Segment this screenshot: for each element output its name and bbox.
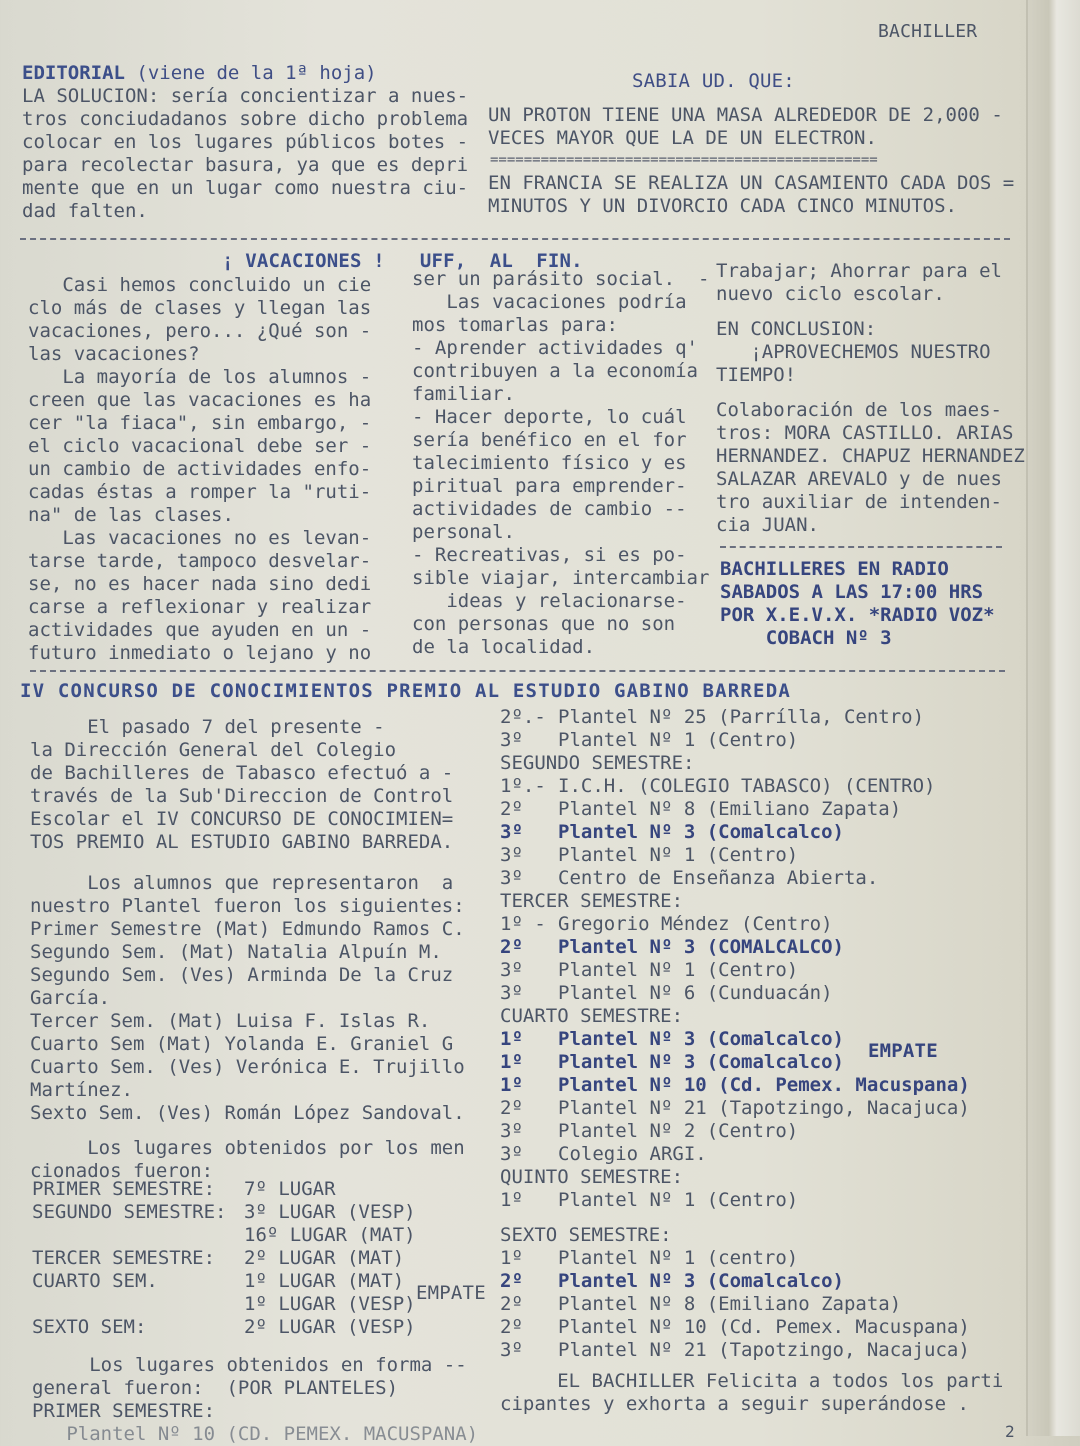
radio-announcement — [720, 558, 995, 650]
radio-line: POR X.E.V.X. *RADIO VOZ* — [720, 604, 995, 626]
intro-line: de Bachilleres de Tabasco efectuó a - — [30, 762, 454, 784]
ranking-row: 3º Plantel Nº 2 (Centro) — [500, 1120, 799, 1142]
concurso-left-column — [30, 716, 465, 1183]
place-row: SEGUNDO SEMESTRE: 3º LUGAR (VESP) — [32, 1201, 416, 1223]
student-entry: Cuarto Sem. (Ves) Verónica E. Trujillo — [30, 1056, 465, 1078]
credits-line: Colaboración de los maes- — [716, 399, 1002, 421]
conclusion-label: EN CONCLUSION: — [716, 318, 877, 340]
article-line: Las vacaciones no es levan- — [28, 527, 372, 549]
radio-line: COBACH Nº 3 — [720, 627, 892, 649]
general-intro — [32, 1354, 478, 1446]
student-entry: Cuarto Sem (Mat) Yolanda E. Graniel G — [30, 1033, 454, 1055]
article-line: mos tomarlas para: — [412, 314, 618, 336]
equals-separator: ============================================== — [490, 152, 878, 168]
article-line: - Aprender actividades q' — [412, 337, 698, 359]
dashed-divider — [720, 546, 1002, 548]
editorial-title: EDITORIAL — [22, 62, 125, 84]
article-line: futuro inmediato o lejano y no — [28, 642, 372, 664]
ranking-row: 2º Plantel Nº 3 (Comalcalco) — [500, 1270, 844, 1292]
article-line: se, no es hacer nada sino dedi — [28, 573, 372, 595]
vacaciones-col3 — [716, 260, 1025, 537]
article-line: actividades que ayuden en un - — [28, 619, 372, 641]
article-line: cadas éstas a romper la "ruti- — [28, 481, 372, 503]
conclusion-line: ¡APROVECHEMOS NUESTRO — [716, 341, 991, 363]
empate-label: EMPATE — [416, 1282, 486, 1304]
ranking-heading: TERCER SEMESTRE: — [500, 890, 684, 912]
credits-line: tro auxiliar de intenden- — [716, 491, 1002, 513]
students-intro-line: nuestro Plantel fueron los siguientes: — [30, 895, 465, 917]
ranking-row: 1º - Gregorio Méndez (Centro) — [500, 913, 833, 935]
ranking-row: 3º Plantel Nº 1 (Centro) — [500, 959, 799, 981]
student-entry: García. — [30, 987, 111, 1009]
places-table — [32, 1178, 416, 1339]
ranking-heading: SEGUNDO SEMESTRE: — [500, 752, 695, 774]
radio-line: BACHILLERES EN RADIO — [720, 558, 949, 580]
ranking-heading: CUARTO SEMESTRE: — [500, 1005, 684, 1027]
article-line: de la localidad. — [412, 636, 596, 658]
fact-line: EN FRANCIA SE REALIZA UN CASAMIENTO CADA DOS = — [488, 172, 1015, 194]
editorial-line: para recolectar basura, ya que es depri — [22, 154, 469, 176]
article-line: con personas que no son — [412, 613, 676, 635]
article-line: carse a reflexionar y realizar — [28, 596, 372, 618]
ranking-row: 2º Plantel Nº 8 (Emiliano Zapata) — [500, 798, 902, 820]
students-intro-line: Los alumnos que representaron a — [30, 872, 454, 894]
general-cut-line: Plantel Nº 10 (CD. PEMEX. MACUSPANA) — [32, 1423, 479, 1445]
sabia-section — [488, 104, 1003, 150]
article-line: clo más de clases y llegan las — [28, 297, 372, 319]
article-line: na" de las clases. — [28, 504, 234, 526]
ranking-row: 1º Plantel Nº 10 (Cd. Pemex. Macuspana) — [500, 1074, 970, 1096]
article-line: - Recreativas, si es po- — [412, 544, 687, 566]
article-line: creen que las vacaciones es ha — [28, 389, 372, 411]
place-row: SEXTO SEM: 2º LUGAR (VESP) — [32, 1316, 416, 1338]
credits-line: SALAZAR AREVALO y de nues — [716, 468, 1002, 490]
editorial-line: tros conciudadanos sobre dicho problema — [22, 108, 469, 130]
article-line: sería benéfico en el for — [412, 429, 687, 451]
place-row: TERCER SEMESTRE: 2º LUGAR (MAT) — [32, 1247, 405, 1269]
page-edge — [1026, 0, 1080, 1436]
vacaciones-title: ¡ VACACIONES ! UFF, AL FIN. — [222, 250, 583, 272]
concurso-title: IV CONCURSO DE CONOCIMIENTOS PREMIO AL ESTUDIO GABINO BARREDA — [20, 680, 791, 702]
article-line: Las vacaciones podría — [412, 291, 687, 313]
ranking-heading: QUINTO SEMESTRE: — [500, 1166, 684, 1188]
article-line: talecimiento físico y es — [412, 452, 687, 474]
fact-line: VECES MAYOR QUE LA DE UN ELECTRON. — [488, 127, 877, 149]
intro-line: El pasado 7 del presente - — [30, 716, 385, 738]
place-row: 16º LUGAR (MAT) — [244, 1224, 416, 1246]
ranking-row: 2º Plantel Nº 21 (Tapotzingo, Nacajuca) — [500, 1097, 970, 1119]
closing-line: cipantes y exhorta a seguir superándose . — [500, 1393, 969, 1415]
article-line: ideas y relacionarse- — [412, 590, 687, 612]
ranking-row: 1º Plantel Nº 1 (centro) — [500, 1247, 799, 1269]
article-line: actividades de cambio -- — [412, 498, 687, 520]
intro-line: Escolar el IV CONCURSO DE CONOCIMIEN= — [30, 808, 454, 830]
ranking-row: 3º Plantel Nº 1 (Centro) — [500, 729, 799, 751]
rankings-empate-label: EMPATE — [868, 1040, 938, 1062]
article-line: La mayoría de los alumnos - — [28, 366, 372, 388]
article-line: Casi hemos concluido un cie — [28, 274, 372, 296]
ranking-row: 3º Plantel Nº 6 (Cunduacán) — [500, 982, 833, 1004]
article-line: contribuyen a la economía — [412, 360, 698, 382]
places-intro-line: Los lugares obtenidos por los men — [30, 1137, 465, 1159]
article-line: el ciclo vacacional debe ser - — [28, 435, 372, 457]
credits-line: cia JUAN. — [716, 514, 819, 536]
article-line: - Hacer deporte, lo cuál — [412, 406, 687, 428]
student-entry: Segundo Sem. (Mat) Natalia Alpuín M. — [30, 941, 442, 963]
ranking-row: 1º Plantel Nº 1 (Centro) — [500, 1189, 799, 1211]
student-entry: Segundo Sem. (Ves) Arminda De la Cruz — [30, 964, 454, 986]
sabia-fact2 — [488, 172, 1014, 218]
editorial-section — [22, 62, 468, 223]
ranking-heading: SEXTO SEMESTRE: — [500, 1224, 672, 1246]
place-row: PRIMER SEMESTRE: 7º LUGAR — [32, 1178, 336, 1200]
ranking-row: 3º Plantel Nº 21 (Tapotzingo, Nacajuca) — [500, 1339, 970, 1361]
fact-line: UN PROTON TIENE UNA MASA ALREDEDOR DE 2,000 - — [488, 104, 1003, 126]
editorial-subtitle: (viene de la 1ª hoja) — [124, 62, 377, 84]
student-entry: Martínez. — [30, 1079, 133, 1101]
general-first-heading: PRIMER SEMESTRE: — [32, 1400, 216, 1422]
intro-line: la Dirección General del Colegio — [30, 739, 397, 761]
ranking-row: 2º Plantel Nº 3 (COMALCALCO) — [500, 936, 844, 958]
ranking-row: 3º Plantel Nº 3 (Comalcalco) — [500, 821, 844, 843]
vacaciones-col2 — [412, 268, 709, 659]
places-intro-line: cionados fueron: — [30, 1160, 214, 1182]
radio-line: SABADOS A LAS 17:00 HRS — [720, 581, 984, 603]
place-row: 1º LUGAR (VESP) — [244, 1293, 416, 1315]
editorial-line: mente que en un lugar como nuestra ciu- — [22, 177, 469, 199]
closing-line: EL BACHILLER Felicita a todos los parti — [500, 1370, 1004, 1392]
article-line: las vacaciones? — [28, 343, 200, 365]
ranking-row: 3º Plantel Nº 1 (Centro) — [500, 844, 799, 866]
ranking-row: 3º Colegio ARGI. — [500, 1143, 707, 1165]
ranking-row: 1º Plantel Nº 3 (Comalcalco) — [500, 1028, 844, 1050]
article-line: cer "la fiaca", sin embargo, - — [28, 412, 372, 434]
vacaciones-col1 — [28, 274, 371, 665]
intro-line: través de la Sub'Direccion de Control — [30, 785, 454, 807]
dashed-divider — [30, 670, 1005, 672]
editorial-line: LA SOLUCION: sería concientizar a nues- — [22, 85, 469, 107]
ranking-row: 2º.- Plantel Nº 25 (Parrílla, Centro) — [500, 706, 925, 728]
sabia-title: SABIA UD. QUE: — [632, 70, 795, 92]
ranking-row: 2º Plantel Nº 8 (Emiliano Zapata) — [500, 1293, 902, 1315]
student-entry: Tercer Sem. (Mat) Luisa F. Islas R. — [30, 1010, 431, 1032]
ranking-row: 3º Centro de Enseñanza Abierta. — [500, 867, 879, 889]
dashed-divider — [20, 238, 1010, 240]
article-line: ser un parásito social. - — [412, 268, 710, 290]
intro-line: TOS PREMIO AL ESTUDIO GABINO BARREDA. — [30, 831, 454, 853]
editorial-line: dad falten. — [22, 200, 148, 222]
general-intro-line: general fueron: (POR PLANTELES) — [32, 1377, 399, 1399]
credits-line: HERNANDEZ. CHAPUZ HERNANDEZ — [716, 445, 1025, 467]
ranking-row: 1º Plantel Nº 3 (Comalcalco) — [500, 1051, 844, 1073]
running-title: BACHILLER — [878, 21, 978, 42]
student-entry: Primer Semestre (Mat) Edmundo Ramos C. — [30, 918, 465, 940]
article-line: familiar. — [412, 383, 515, 405]
editorial-line: colocar en los lugares públicos botes - — [22, 131, 469, 153]
article-line: sible viajar, intercambiar — [412, 567, 710, 589]
page-number: 2 — [1005, 1422, 1015, 1441]
article-line: piritual para emprender- — [412, 475, 687, 497]
ranking-row: 2º Plantel Nº 10 (Cd. Pemex. Macuspana) — [500, 1316, 970, 1338]
fact-line: MINUTOS Y UN DIVORCIO CADA CINCO MINUTOS. — [488, 195, 957, 217]
article-line: personal. — [412, 521, 515, 543]
ranking-row: 1º.- I.C.H. (COLEGIO TABASCO) (CENTRO) — [500, 775, 936, 797]
article-line: un cambio de actividades enfo- — [28, 458, 372, 480]
place-row: CUARTO SEM. 1º LUGAR (MAT) — [32, 1270, 405, 1292]
credits-line: tros: MORA CASTILLO. ARIAS — [716, 422, 1014, 444]
article-line: nuevo ciclo escolar. — [716, 283, 945, 305]
student-entry: Sexto Sem. (Ves) Román López Sandoval. — [30, 1102, 465, 1124]
conclusion-line: TIEMPO! — [716, 364, 797, 386]
general-intro-line: Los lugares obtenidos en forma -- — [32, 1354, 467, 1376]
article-line: vacaciones, pero... ¿Qué son - — [28, 320, 372, 342]
article-line: tarse tarde, tampoco desvelar- — [28, 550, 372, 572]
article-line: Trabajar; Ahorrar para el — [716, 260, 1002, 282]
